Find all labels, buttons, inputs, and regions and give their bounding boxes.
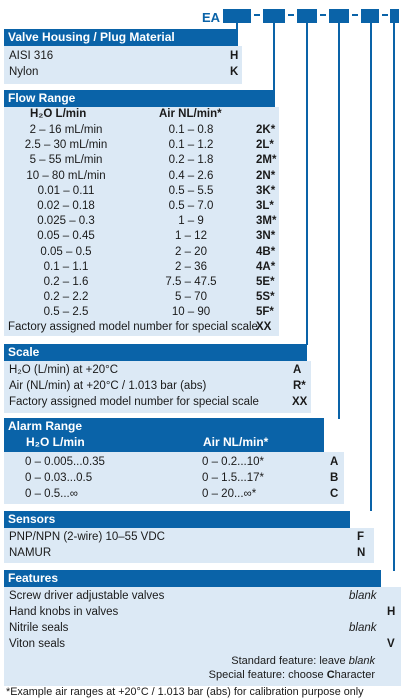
- flow-h2o-range: 0.05 – 0.5: [40, 245, 92, 258]
- sensor-code: N: [357, 547, 366, 559]
- flow-code: 2M*: [256, 154, 277, 167]
- alarm-air: 0 – 1.5...17*: [202, 472, 265, 484]
- flow-air-range: 1 – 9: [178, 215, 204, 228]
- alarm-code: C: [330, 488, 339, 500]
- feature-code: blank: [349, 590, 377, 602]
- flow-h2o-range: 0.1 – 1.1: [43, 260, 89, 273]
- flow-h2o-range: 0.5 – 2.5: [43, 306, 89, 319]
- scale-label: Air (NL/min) at +20°C / 1.013 bar (abs): [9, 380, 207, 392]
- flow-air-range: 1 – 12: [175, 230, 207, 243]
- connector-scale: [306, 23, 308, 345]
- flow-col-air: Air NL/min*: [159, 108, 222, 120]
- scale-code: XX: [292, 396, 308, 408]
- housing-label: AISI 316: [9, 50, 54, 62]
- flow-code: 5S*: [256, 291, 275, 304]
- sensor-label: NAMUR: [9, 547, 52, 559]
- flow-h2o-range: 5 – 55 mL/min: [29, 154, 103, 167]
- flow-code: 5F*: [256, 306, 274, 319]
- housing-code: H: [230, 50, 239, 62]
- flow-code: 3L*: [256, 200, 274, 212]
- connector-flow: [273, 23, 275, 91]
- flow-air-range: 2 – 20: [175, 245, 207, 258]
- flow-h2o-range: 0.2 – 2.2: [43, 291, 89, 304]
- alarm-h2o: 0 – 0.005...0.35: [25, 456, 105, 468]
- feature-code: H: [387, 606, 396, 618]
- flow-air-range: 0.2 – 1.8: [168, 154, 214, 167]
- flow-code: 3N*: [256, 230, 276, 243]
- alarm-title: Alarm Range: [8, 419, 83, 433]
- standard-feature-note: Standard feature: leave blank: [231, 655, 375, 667]
- scale-label: Factory assigned model number for special scale: [9, 396, 259, 408]
- feature-label: Viton seals: [9, 638, 66, 650]
- section-header-housing: Valve Housing / Plug Material: [4, 29, 238, 46]
- code-box-sensors: [361, 9, 379, 23]
- code-box-flow-range: [263, 9, 285, 23]
- flow-air-range: 0.1 – 0.8: [168, 124, 214, 136]
- alarm-code: A: [330, 456, 339, 468]
- flow-air-range: 7.5 – 47.5: [165, 276, 217, 288]
- flow-h2o-range: 2.5 – 30 mL/min: [24, 139, 108, 152]
- scale-label: H₂O (L/min) at +20°C: [9, 364, 119, 376]
- flow-code: 4B*: [256, 245, 276, 258]
- flow-air-range: 5 – 70: [175, 291, 207, 304]
- connector-alarm: [338, 23, 340, 419]
- alarm-air: 0 – 20...∞*: [202, 488, 257, 500]
- code-box-scale: [297, 9, 317, 23]
- feature-code: blank: [349, 622, 377, 634]
- alarm-col-air: Air NL/min*: [203, 435, 269, 449]
- code-dash: [382, 14, 388, 16]
- flow-h2o-range: 0.01 – 0.11: [37, 184, 95, 197]
- code-box-housing: [223, 9, 251, 23]
- section-header-flow-range: Flow Range: [4, 90, 275, 107]
- code-dash: [320, 14, 326, 16]
- footnote: *Example air ranges at +20°C / 1.013 bar (abs) for calibration purpose only: [6, 686, 364, 698]
- housing-code: K: [230, 66, 239, 78]
- sensor-label: PNP/NPN (2-wire) 10–55 VDC: [9, 531, 165, 543]
- section-header-features: Features: [4, 570, 381, 587]
- flow-air-range: 0.1 – 1.2: [168, 139, 214, 152]
- flow-air-range: 2 – 36: [175, 260, 207, 273]
- feature-code: V: [387, 638, 395, 650]
- flow-h2o-range: 0.2 – 1.6: [43, 276, 89, 288]
- flow-h2o-range: 2 – 16 mL/min: [29, 124, 103, 136]
- alarm-air: 0 – 0.2...10*: [202, 456, 265, 468]
- flow-code: 2K*: [256, 124, 276, 136]
- scale-code: R*: [293, 380, 306, 392]
- model-code-prefix: EA: [202, 10, 221, 25]
- flow-air-range: 0.5 – 7.0: [168, 200, 214, 212]
- feature-label: Hand knobs in valves: [9, 606, 119, 618]
- flow-code: 2N*: [256, 169, 276, 182]
- flow-air-range: 0.4 – 2.6: [168, 169, 214, 182]
- flow-h2o-range: 0.025 – 0.3: [37, 215, 95, 228]
- alarm-col-h2o: H₂O L/min: [26, 435, 85, 449]
- code-box-features: [390, 9, 399, 23]
- flow-code: 3M*: [256, 215, 277, 228]
- scale-code: A: [293, 364, 302, 376]
- alarm-code: B: [330, 472, 339, 484]
- flow-code: 5E*: [256, 276, 275, 288]
- section-header-alarm: [4, 418, 324, 452]
- code-dash: [254, 14, 260, 16]
- connector-features: [393, 23, 395, 571]
- feature-label: Screw driver adjustable valves: [9, 590, 165, 602]
- flow-code: 4A*: [256, 260, 276, 273]
- special-feature-note: Special feature: choose Character: [208, 669, 375, 681]
- code-box-alarm: [329, 9, 349, 23]
- flow-h2o-range: 0.02 – 0.18: [37, 200, 95, 212]
- flow-col-h2o: H₂O L/min: [30, 108, 87, 120]
- code-dash: [288, 14, 294, 16]
- flow-air-range: 10 – 90: [171, 306, 211, 319]
- alarm-h2o: 0 – 0.5...∞: [25, 488, 78, 500]
- feature-label: Nitrile seals: [9, 622, 69, 634]
- flow-air-range: 0.5 – 5.5: [168, 184, 214, 197]
- connector-sensors: [370, 23, 372, 511]
- flow-h2o-range: 0.05 – 0.45: [37, 230, 95, 243]
- flow-special-code: XX: [256, 321, 272, 333]
- flow-code: 3K*: [256, 184, 276, 197]
- code-dash: [352, 14, 358, 16]
- housing-label: Nylon: [9, 66, 39, 78]
- sensor-code: F: [357, 531, 365, 543]
- flow-h2o-range: 10 – 80 mL/min: [26, 169, 106, 182]
- section-header-sensors: Sensors: [4, 511, 350, 528]
- flow-code: 2L*: [256, 139, 274, 152]
- section-header-scale: Scale: [4, 344, 307, 361]
- flow-special-label: Factory assigned model number for special scale: [8, 321, 258, 333]
- alarm-h2o: 0 – 0.03...0.5: [25, 472, 93, 484]
